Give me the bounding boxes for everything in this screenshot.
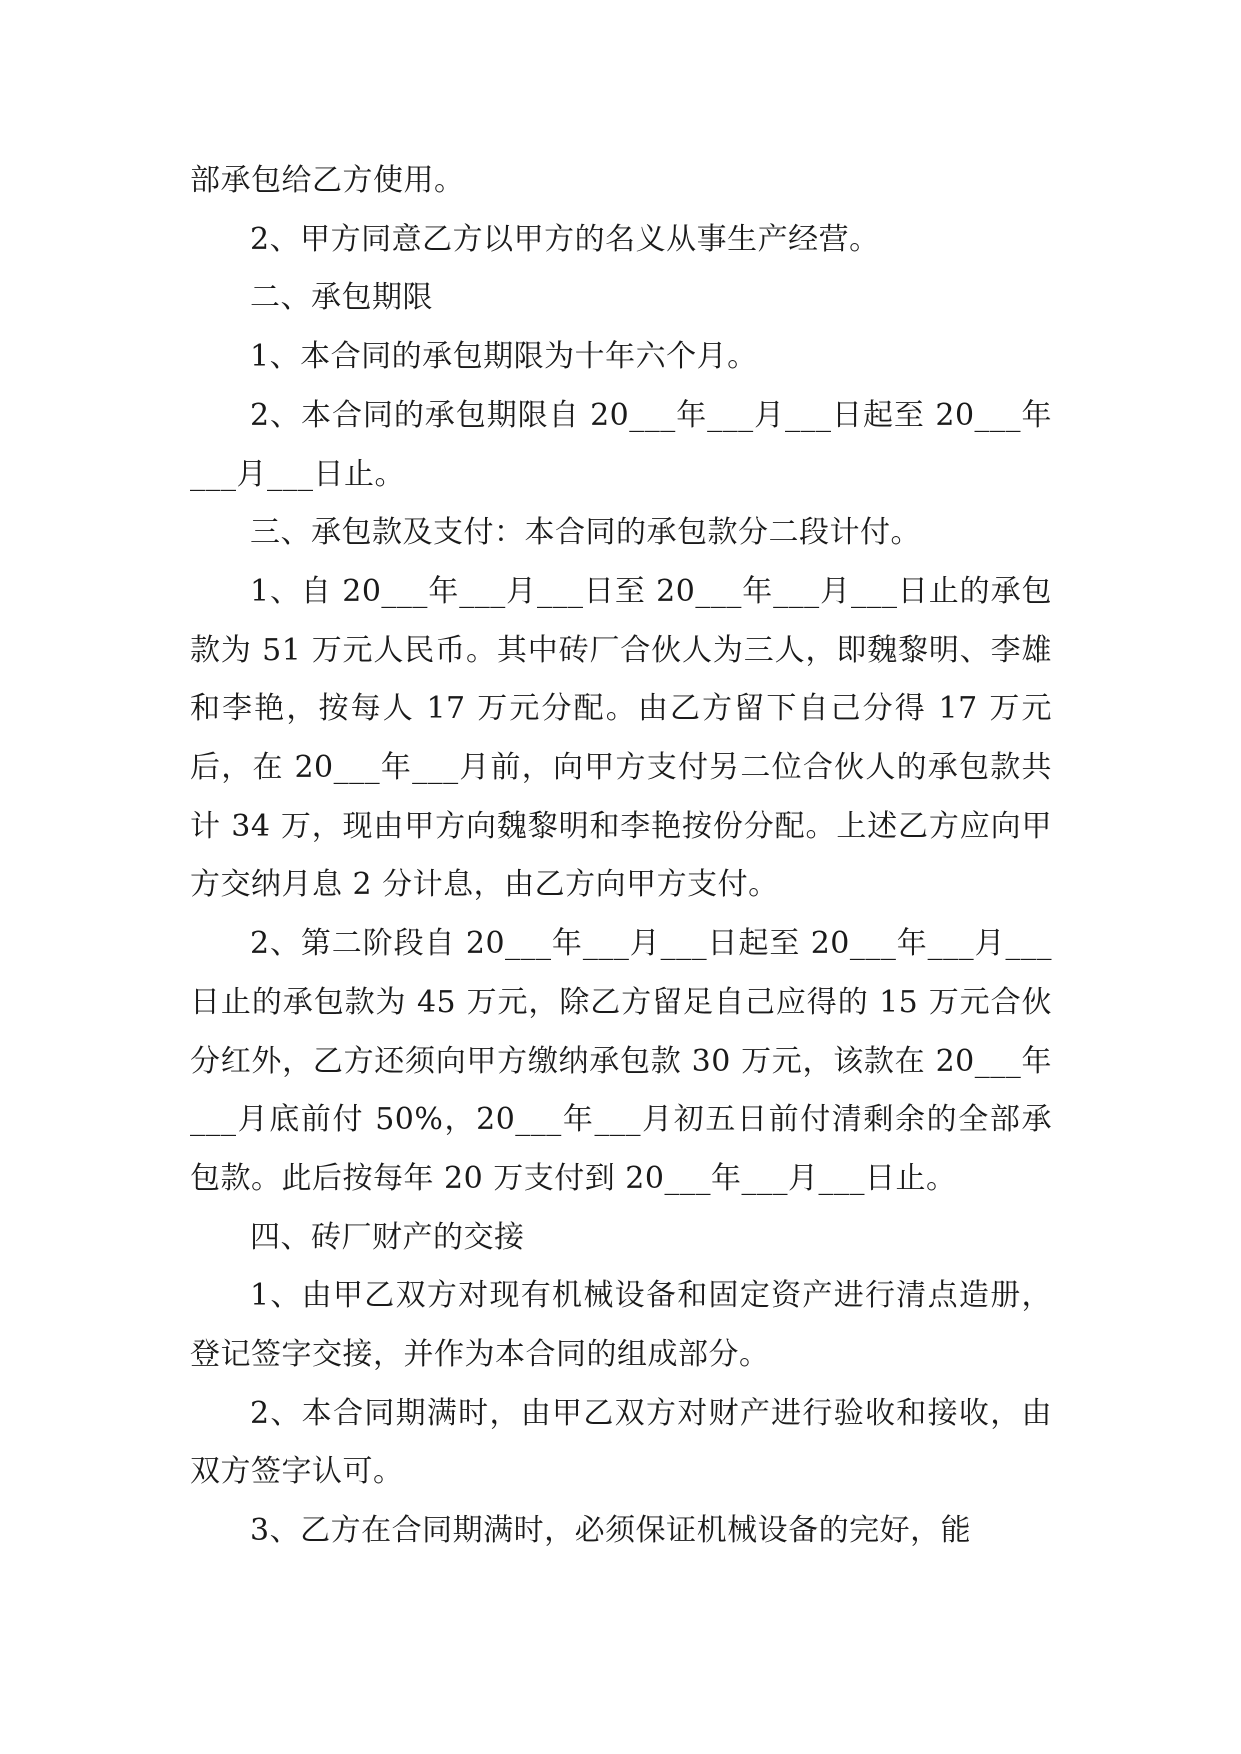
section-heading-term: 二、承包期限 [250, 280, 433, 316]
paragraph-property-2: 2、本合同期满时，由甲乙双方对财产进行验收和接收，由双方签字认可。 [190, 1395, 1052, 1490]
section-heading-property: 四、砖厂财产的交接 [250, 1219, 525, 1255]
paragraph-2: 2、甲方同意乙方以甲方的名义从事生产经营。 [250, 221, 880, 257]
contract-body [190, 152, 1052, 1561]
section-heading-payment: 三、承包款及支付：本合同的承包款分二段计付。 [250, 515, 921, 551]
paragraph-payment-2: 2、第二阶段自 20___年___月___日起至 20___年___月___日止的承包款为 45 万元，除乙方留足自己应得的 15 万元合伙分红外，乙方还须向甲方缴纳承包款 30 万元，该款在 20___年___月底前付 50%，20___年___月初五日前付清剩余的全部承包款。此后按每年 20 万支付到 20___年___月___日止。 [190, 926, 1052, 1196]
paragraph-property-1: 1、由甲乙双方对现有机械设备和固定资产进行清点造册，登记签字交接，并作为本合同的组成部分。 [190, 1278, 1052, 1373]
paragraph-payment-1: 1、自 20___年___月___日至 20___年___月___日止的承包款为 51 万元人民币。其中砖厂合伙人为三人，即魏黎明、李雄和李艳，按每人 17 万元分配。由乙方留下自己分得 17 万元后，在 20___年___月前，向甲方支付另二位合伙人的承包款共计 34 万，现由甲方向魏黎明和李艳按份分配。上述乙方应向甲方交纳月息 2 分计息，由乙方向甲方支付。 [190, 573, 1052, 903]
paragraph-term-1: 1、本合同的承包期限为十年六个月。 [250, 339, 758, 375]
paragraph-term-2: 2、本合同的承包期限自 20___年___月___日起至 20___年___月___日止。 [190, 397, 1052, 492]
paragraph-property-3: 3、乙方在合同期满时，必须保证机械设备的完好，能 [250, 1513, 972, 1549]
paragraph-1: 部承包给乙方使用。 [190, 163, 465, 198]
